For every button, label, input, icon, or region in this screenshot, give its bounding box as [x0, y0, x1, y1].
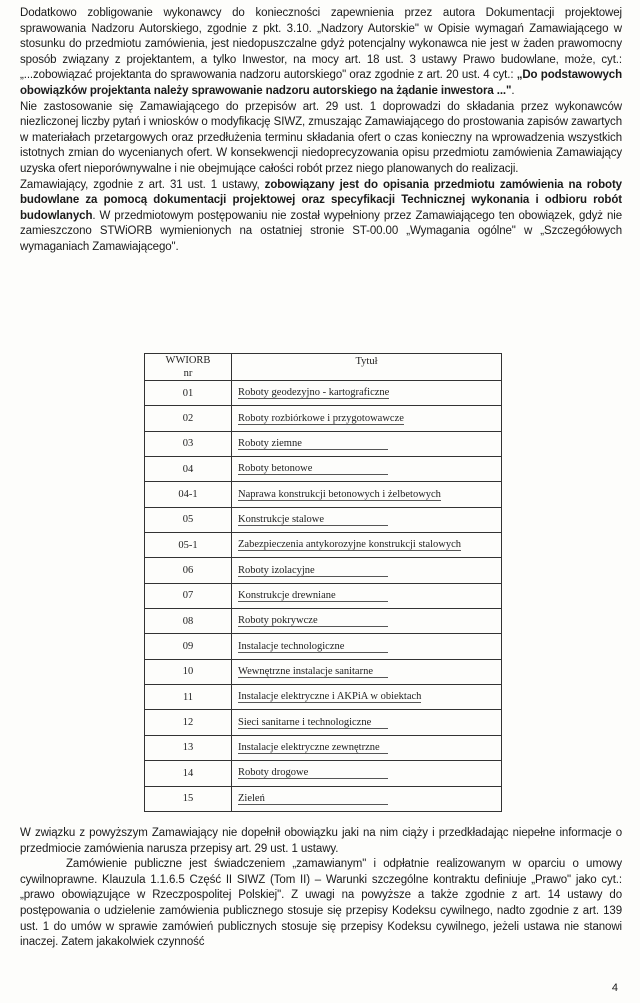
row-nr: 09 [145, 634, 232, 659]
row-title-cell [232, 609, 502, 634]
row-title: Roboty ziemne [238, 438, 388, 450]
row-title: Wewnętrzne instalacje sanitarne [238, 666, 388, 678]
row-title: Sieci sanitarne i technologiczne [238, 717, 388, 729]
row-nr: 11 [145, 685, 232, 710]
table-row [145, 381, 502, 406]
paragraph-tail: . [511, 84, 515, 97]
table-row [145, 735, 502, 760]
table-row [145, 558, 502, 583]
paragraph-text: Dodatkowo zobligowanie wykonawcy do konieczności zapewnienia przez autora Dokumentacji projektowej sprawowania Nadzoru Autorskiego, zgodnie z pkt. 3.10. „Nadzory Autorskie" w Opisie wymagań Zamawiającego w stosunku do przedmiotu zamówienia, jest niedopuszczalne gdyż potencjalny wykonawca nie jest w żaden prawomocny sposób związany z projektantem, a tylko Inwestor, na mocy art. 18 ust. 3 ustawy Prawo budowlane, może, cyt.: „...zobowiązać projektanta do sprawowania nadzoru autorskiego" oraz zgodnie z art. 20 ust. 4 cyt.: [20, 7, 622, 82]
row-title: Roboty geodezyjno - kartograficzne [238, 387, 390, 399]
page-number: 4 [611, 982, 618, 994]
row-title: Roboty rozbiórkowe i przygotowawcze [238, 412, 404, 424]
paragraph-art-29: Nie zastosowanie się Zamawiającego do przepisów art. 29 ust. 1 doprowadzi do składania przez wykonawców niezliczonej liczby pytań i wniosków o modyfikację SIWZ, zmuszając Zamawiającego do prostowania zapisów zawartych w materiałach przetargowych oraz przedłużenia terminu składania ofert o czas konieczny na wprowadzenia wszystkich istotnych zmian do wycenianych ofert. W konsekwencji niedoprecyzowania opisu przedmiotu zamówienia Zamawiający uzyska ofert nieporównywalne i nie obejmujące całości robót przez niego planowanych do realizacji. [20, 100, 622, 175]
table-row [145, 457, 502, 482]
bottom-text-block [20, 826, 622, 951]
row-nr: 02 [145, 406, 232, 431]
header-title-label: Tytuł [355, 356, 378, 367]
row-title-cell [232, 482, 502, 507]
table-row [145, 710, 502, 735]
row-title: Konstrukcje stalowe [238, 514, 388, 526]
row-nr: 05 [145, 507, 232, 532]
row-title: Instalacje technologiczne [238, 641, 388, 653]
paragraph-bold-obligation: zobowiązany jest do opisania przedmiotu zamówienia na roboty budowlane za pomocą dokumentacji projektowej oraz specyfikacji Technicznej wykonania i odbioru robót budowlanych [20, 178, 622, 222]
row-nr: 01 [145, 381, 232, 406]
row-title-cell [232, 634, 502, 659]
row-title: Roboty pokrywcze [238, 615, 388, 627]
table-row [145, 609, 502, 634]
row-title: Roboty drogowe [238, 767, 388, 779]
table-row [145, 659, 502, 684]
row-nr: 08 [145, 609, 232, 634]
header-nr-line2: nr [183, 368, 193, 379]
row-title: Instalacje elektryczne i AKPiA w obiektach [238, 691, 422, 703]
row-title-cell [232, 659, 502, 684]
header-title [232, 354, 502, 381]
row-title-cell [232, 583, 502, 608]
row-title-cell [232, 710, 502, 735]
row-title: Instalacje elektryczne zewnętrzne [238, 742, 388, 754]
row-title-cell [232, 507, 502, 532]
row-nr: 04 [145, 457, 232, 482]
table-body [145, 381, 502, 812]
row-nr: 03 [145, 431, 232, 456]
table-row [145, 533, 502, 558]
row-title: Konstrukcje drewniane [238, 590, 388, 602]
paragraph-conclusion: W związku z powyższym Zamawiający nie dopełnił obowiązku jaki na nim ciąży i przedkładając niepełne informacje o przedmiocie zamówienia narusza przepisy art. 29 ust. 1 ustawy. [20, 827, 622, 855]
row-title-cell [232, 381, 502, 406]
row-nr: 04-1 [145, 482, 232, 507]
paragraph-art-31 [20, 178, 622, 256]
row-nr: 05-1 [145, 533, 232, 558]
row-nr: 07 [145, 583, 232, 608]
row-title-cell [232, 431, 502, 456]
table-header-row [145, 354, 502, 381]
paragraph-kodeks-cywilny: Zamówienie publiczne jest świadczeniem „zamawianym" i odpłatnie realizowanym w oparciu o umowy cywilnoprawne. Klauzula 1.1.6.5 Część II SIWZ (Tom II) – Warunki szczególne kontraktu definiuje „Prawo" jako cyt.: „prawo obowiązujące w Rzeczpospolitej Polskiej". Z uwagi na powyższe a także zgodnie z art. 14 ustawy do postępowania o udzielenie zamówienia publicznego stosuje się przepisy Kodeksu cywilnego, nadto zgodnie z art. 139 ust. 1 do umów w sprawie zamówień publicznych stosuje się przepisy Kodeksu cywilnego, jeżeli ustawa nie stanowi inaczej. Zatem jakakolwiek czynność [20, 858, 622, 949]
row-title-cell [232, 786, 502, 812]
paragraph-nadzor-autorski [20, 6, 622, 100]
row-nr: 10 [145, 659, 232, 684]
table-row [145, 786, 502, 812]
table-row [145, 431, 502, 456]
row-title-cell [232, 558, 502, 583]
table-row [145, 583, 502, 608]
row-title: Roboty betonowe [238, 463, 388, 475]
table-row [145, 406, 502, 431]
row-title: Naprawa konstrukcji betonowych i żelbetowych [238, 488, 441, 500]
row-title-cell [232, 406, 502, 431]
row-title-cell [232, 533, 502, 558]
paragraph-bold-quote: „Do podstawowych obowiązków projektanta należy sprawowanie nadzoru autorskiego na żądanie inwestora ..." [20, 69, 622, 97]
table-row [145, 634, 502, 659]
row-nr: 13 [145, 735, 232, 760]
row-nr: 14 [145, 761, 232, 786]
header-nr [145, 354, 232, 381]
row-title: Roboty izolacyjne [238, 565, 388, 577]
row-title-cell [232, 735, 502, 760]
wwiorb-table-wrapper [144, 353, 502, 812]
paragraph-tail: . W przedmiotowym postępowaniu nie został wypełniony przez Zamawiającego ten obowiązek, gdyż nie zamieszczono STWiORB wymienionych na ostatniej stronie ST-00.00 „Wymagania ogólne" w „Szczegółowych wymaganiach Zamawiającego". [20, 209, 622, 253]
row-nr: 15 [145, 786, 232, 812]
table-row [145, 761, 502, 786]
row-title-cell [232, 457, 502, 482]
row-title: Zieleń [238, 793, 388, 805]
row-nr: 06 [145, 558, 232, 583]
wwiorb-table [144, 353, 502, 812]
table-row [145, 507, 502, 532]
top-text-block [20, 6, 622, 256]
table-row [145, 685, 502, 710]
row-nr: 12 [145, 710, 232, 735]
paragraph-text: Zamawiający, zgodnie z art. 31 ust. 1 ustawy, [20, 178, 265, 191]
row-title-cell [232, 685, 502, 710]
table-row [145, 482, 502, 507]
row-title: Zabezpieczenia antykorozyjne konstrukcji stalowych [238, 539, 462, 551]
header-nr-line1: WWIORB [165, 355, 211, 366]
row-title-cell [232, 761, 502, 786]
